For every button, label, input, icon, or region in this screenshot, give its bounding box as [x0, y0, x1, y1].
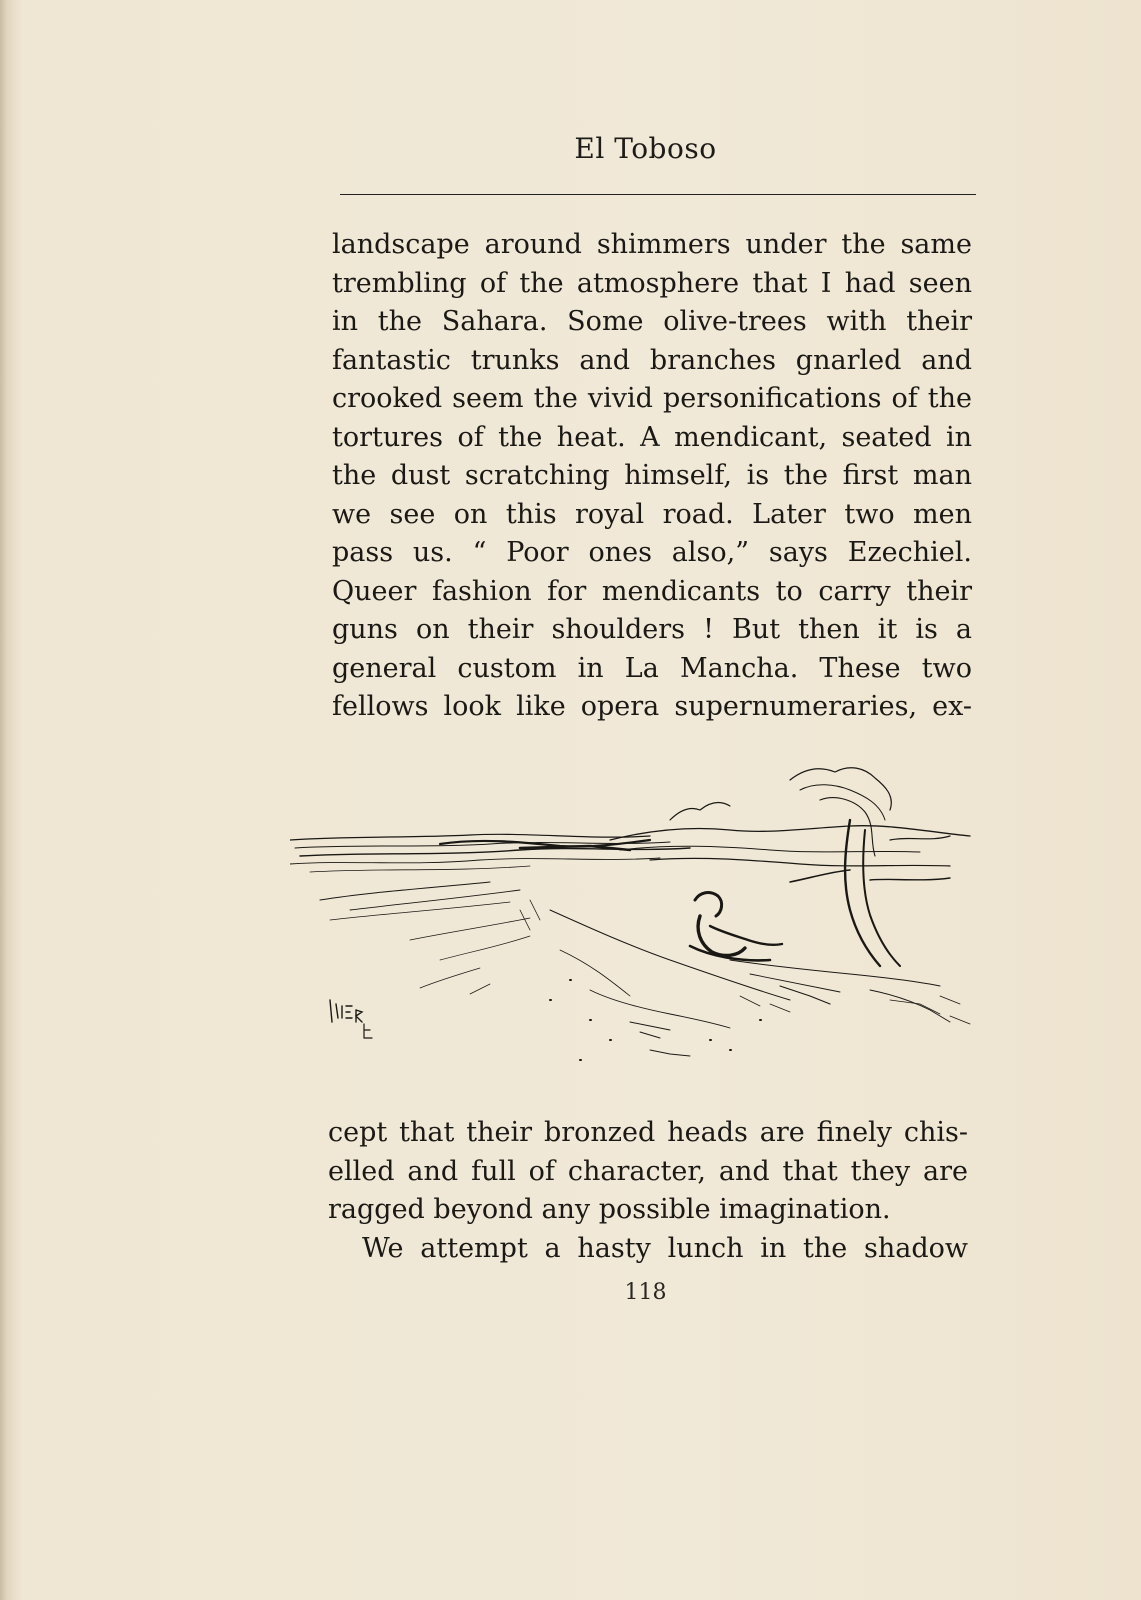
text-line: the dust scratching himself, is the first man: [332, 460, 972, 491]
text-line: pass us. “ Poor ones also,” says Ezechiel.: [332, 537, 972, 568]
text-line: tortures of the heat. A mendicant, seated in: [332, 421, 972, 453]
text-line: ragged beyond any possible imagination.: [328, 1194, 891, 1225]
landscape-illustration: [290, 760, 990, 1090]
text-line: guns on their shoulders ! But then it is a: [332, 614, 972, 645]
text-line: we see on this royal road. Later two men: [332, 498, 972, 530]
text-line: fellows look like opera supernumeraries, ex-: [332, 691, 972, 722]
text-line: general custom in La Mancha. These two: [332, 652, 972, 684]
text-block-bottom: [328, 1114, 968, 1268]
text-line: landscape around shimmers under the same: [332, 229, 972, 260]
page-number: 118: [624, 1280, 667, 1305]
text-line: trembling of the atmosphere that I had seen: [332, 267, 972, 299]
text-line: in the Sahara. Some olive-trees with their: [332, 306, 972, 337]
text-line: elled and full of character, and that they are: [328, 1155, 968, 1187]
text-line: cept that their bronzed heads are finely chis-: [328, 1117, 968, 1148]
header-rule: [340, 194, 976, 195]
text-block-top: [332, 226, 972, 727]
text-line: We attempt a hasty lunch in the shadow: [362, 1232, 968, 1264]
text-line: crooked seem the vivid personifications of the: [332, 383, 972, 414]
text-line: fantastic trunks and branches gnarled and: [332, 344, 972, 376]
text-line: Queer fashion for mendicants to carry their: [332, 575, 972, 607]
running-head: El Toboso: [574, 132, 717, 165]
